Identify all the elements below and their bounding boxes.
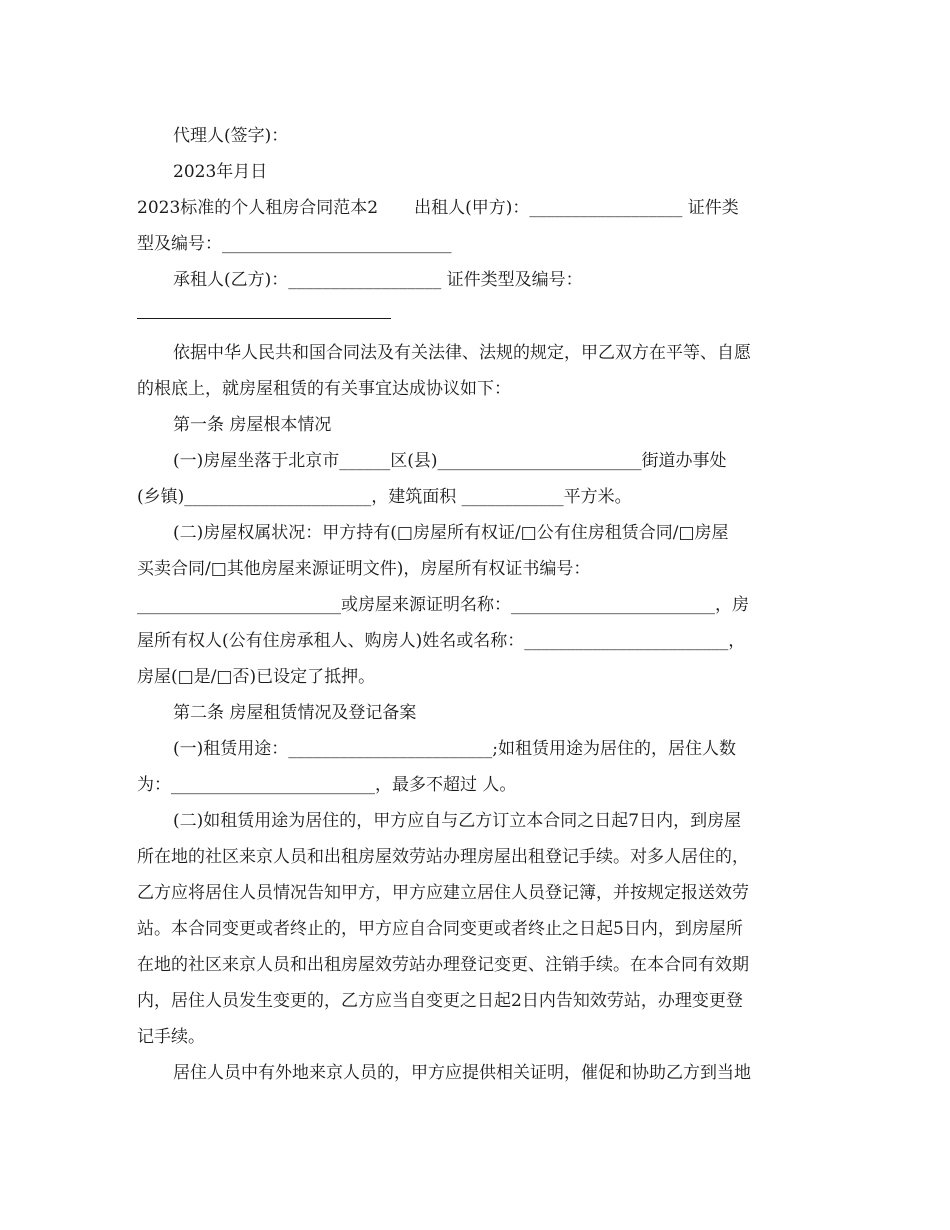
intro-paragraph-line-2: 的根底上，就房屋租赁的有关事宜达成协议如下： bbox=[137, 379, 511, 399]
article-1-clause-1-line-2: (乡镇)______________________，建筑面积 ____________平方米。 bbox=[137, 487, 632, 507]
signature-date: 2023年月日 bbox=[173, 162, 268, 182]
article-2-clause-2-line-6: 内，居住人员发生变更的，乙方应当自变更之日起2日内告知效劳站，办理变更登 bbox=[137, 991, 743, 1011]
article-1-title: 第一条 房屋根本情况 bbox=[173, 415, 332, 435]
article-2-clause-2-line-1: (二)如租赁用途为居住的，甲方应自与乙方订立本合同之日起7日内，到房屋 bbox=[173, 811, 742, 831]
lessor-id-continuation: 型及编号：___________________________ bbox=[137, 234, 452, 254]
article-1-clause-2-line-4: 屋所有权人(公有住房承租人、购房人)姓名或名称：________________________， bbox=[137, 631, 746, 651]
article-2-title: 第二条 房屋租赁情况及登记备案 bbox=[173, 703, 417, 723]
article-2-clause-1-line-2: 为：________________________，最多不超过 人。 bbox=[137, 775, 517, 795]
lessee-id-blank bbox=[137, 298, 391, 319]
agent-signature-label: 代理人(签字)： bbox=[173, 126, 289, 146]
article-2-clause-2-line-2: 所在地的社区来京人员和出租房屋效劳站办理房屋出租登记手续。对多人居住的， bbox=[137, 847, 749, 867]
contract-title-line bbox=[137, 190, 813, 226]
article-2-clause-2-line-4: 站。本合同变更或者终止的，甲方应自合同变更或者终止之日起5日内，到房屋所 bbox=[137, 919, 743, 939]
article-1-clause-2-line-2: 买卖合同/□其他房屋来源证明文件)，房屋所有权证书编号： bbox=[137, 559, 591, 579]
article-1-clause-1-line-1: (一)房屋坐落于北京市______区(县)________________________街道办事处 bbox=[173, 451, 727, 471]
article-2-clause-2-line-7: 记手续。 bbox=[137, 1027, 205, 1047]
lessor-line: 出租人(甲方)：__________________ 证件类 bbox=[414, 198, 739, 218]
intro-paragraph-line-1: 依据中华人民共和国合同法及有关法律、法规的规定，甲乙双方在平等、自愿 bbox=[173, 343, 751, 363]
article-1-clause-2-line-5: 房屋(□是/□否)已设定了抵押。 bbox=[137, 667, 376, 687]
article-2-clause-3-line-1: 居住人员中有外地来京人员的，甲方应提供相关证明，催促和协助乙方到当地 bbox=[173, 1063, 751, 1083]
article-2-clause-2-line-5: 在地的社区来京人员和出租房屋效劳站办理登记变更、注销手续。在本合同有效期 bbox=[137, 955, 749, 975]
contract-title: 2023标准的个人租房合同范本2 bbox=[137, 198, 379, 218]
document-page bbox=[137, 118, 813, 1091]
article-2-clause-1-line-1: (一)租赁用途：________________________;如租赁用途为居住的，居住人数 bbox=[173, 739, 736, 759]
article-1-clause-2-line-1: (二)房屋权属状况：甲方持有(□房屋所有权证/□公有住房租赁合同/□房屋 bbox=[173, 523, 729, 543]
article-2-clause-2-line-3: 乙方应将居住人员情况告知甲方，甲方应建立居住人员登记簿，并按规定报送效劳 bbox=[137, 883, 749, 903]
lessee-line: 承租人(乙方)：__________________ 证件类型及编号： bbox=[173, 270, 583, 290]
article-1-clause-2-line-3: ________________________或房屋来源证明名称：________________________，房 bbox=[137, 595, 749, 615]
